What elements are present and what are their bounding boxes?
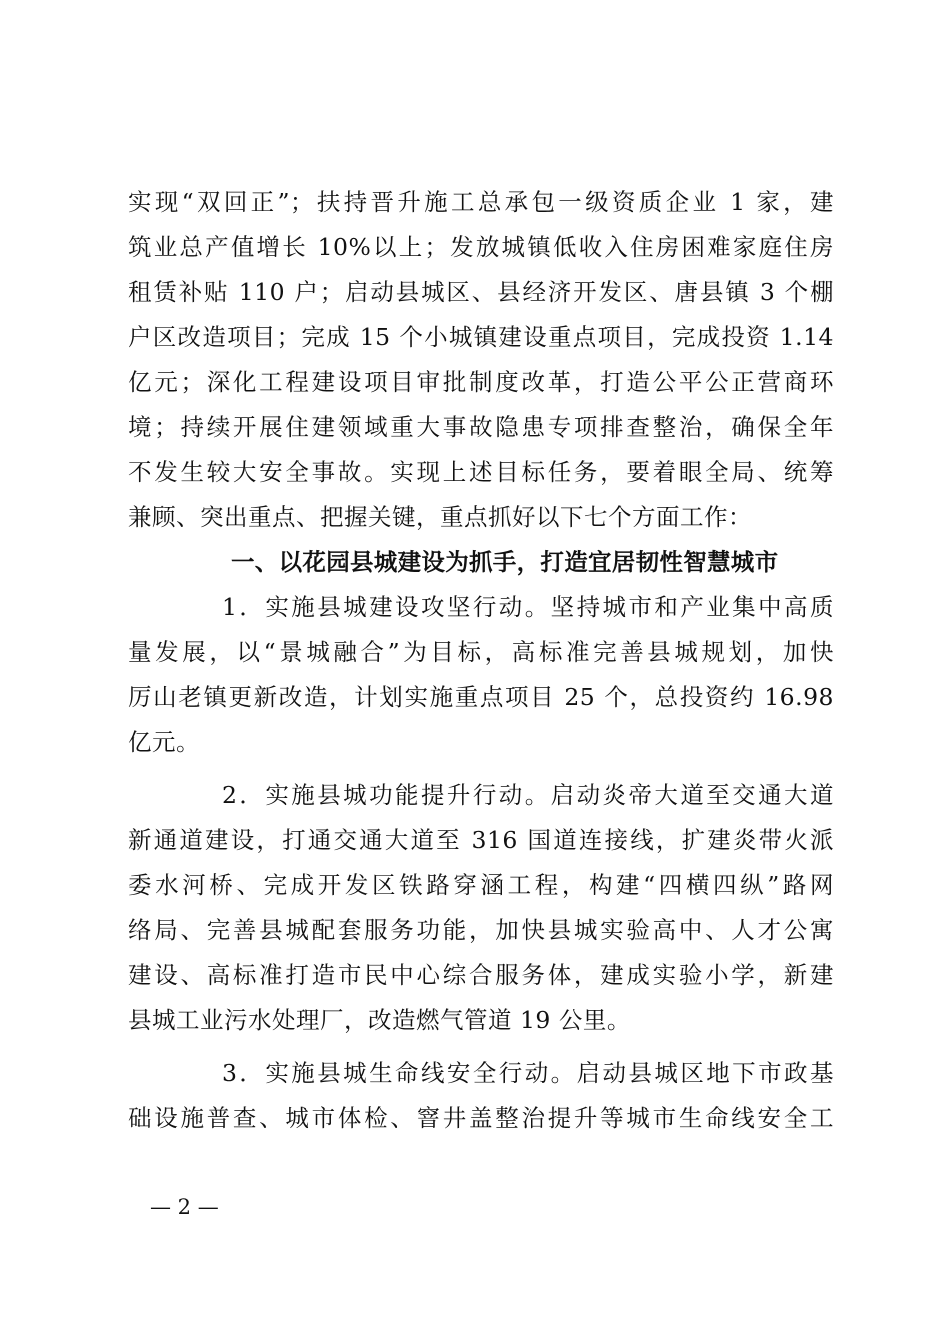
text-line: 量发展，以“景城融合”为目标，高标准完善县城规划，加快 [128,638,834,666]
document-body [128,180,834,1141]
text-line: 络局、完善县城配套服务功能，加快县城实验高中、人才公寓 [128,916,834,944]
text-line: 境；持续开展住建领域重大事故隐患专项排查整治，确保全年 [128,413,834,441]
text-line: 兼顾、突出重点、把握关键，重点抓好以下七个方面工作： [128,503,752,531]
text-line: 筑业总产值增长 10%以上；发放城镇低收入住房困难家庭住房 [128,233,834,261]
text-line: 亿元。 [128,728,200,756]
text-line: 3．实施县城生命线安全行动。启动县城区地下市政基 [222,1059,834,1087]
item-1-paragraph [128,585,834,765]
item-3-paragraph [128,1051,834,1141]
text-line: 实现“双回正”；扶持晋升施工总承包一级资质企业 1 家，建 [128,188,834,216]
text-line: 新通道建设，打通交通大道至 316 国道连接线，扩建炎带火派 [128,826,834,854]
text-line: 租赁补贴 110 户；启动县城区、县经济开发区、唐县镇 3 个棚 [128,278,834,306]
text-line: 建设、高标准打造市民中心综合服务体，建成实验小学，新建 [128,961,834,989]
paragraph-spacer [128,1043,834,1051]
text-line: 厉山老镇更新改造，计划实施重点项目 25 个，总投资约 16.98 [128,683,834,711]
paragraph-spacer [128,765,834,773]
text-line: 2．实施县城功能提升行动。启动炎帝大道至交通大道 [222,781,834,809]
text-line: 亿元；深化工程建设项目审批制度改革，打造公平公正营商环 [128,368,834,396]
intro-paragraph [128,180,834,540]
text-line: 委水河桥、完成开发区铁路穿涵工程，构建“四横四纵”路网 [128,871,834,899]
text-line: 础设施普查、城市体检、窨井盖整治提升等城市生命线安全工 [128,1104,834,1132]
text-line: 县城工业污水处理厂，改造燃气管道 19 公里。 [128,1006,631,1034]
text-line: 户区改造项目；完成 15 个小城镇建设重点项目，完成投资 1.14 [128,323,834,351]
section-heading: 一、以花园县城建设为抓手，打造宜居韧性智慧城市 [231,548,779,576]
text-line: 1．实施县城建设攻坚行动。坚持城市和产业集中高质 [222,593,834,621]
item-2-paragraph [128,773,834,1043]
text-line: 不发生较大安全事故。实现上述目标任务，要着眼全局、统筹 [128,458,834,486]
page-number: — 2 — [150,1195,219,1219]
